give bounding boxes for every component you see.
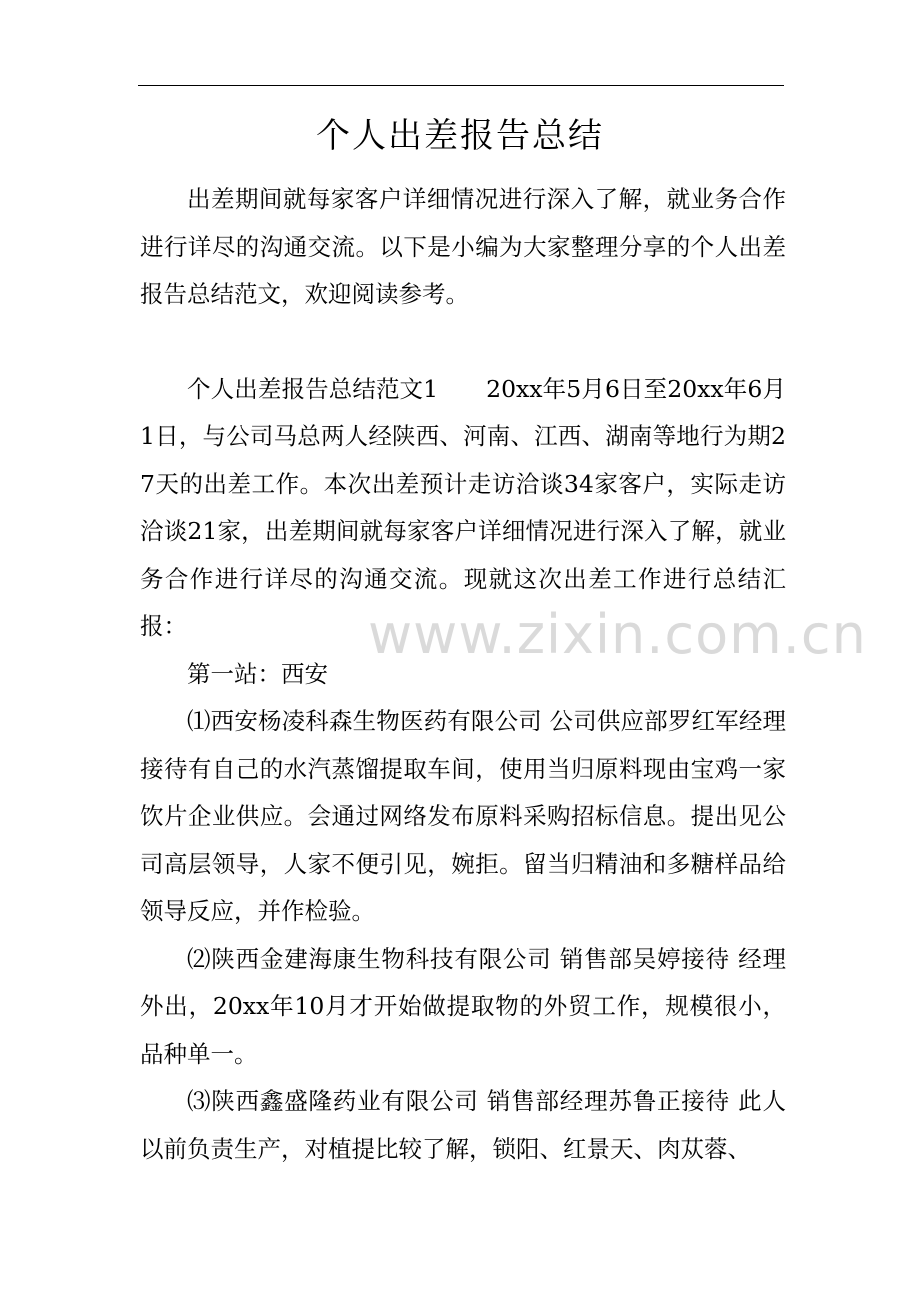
section-body: 20xx年5月6日至20xx年6月1日，与公司马总两人经陕西、河南、江西、湖南等地行为期27天的出差工作。本次出差预计走访洽谈34家客户，实际走访洽谈21家，出差期间就每家客户详细情况进行深入了解，就业务合作进行详尽的沟通交流。现就这次出差工作进行总结汇报： bbox=[140, 374, 786, 640]
list-item-2: ⑵陕西金建海康生物科技有限公司 销售部吴婷接待 经理外出，20xx年10月才开始做提取物的外贸工作，规模很小，品种单一。 bbox=[140, 944, 786, 1068]
section-paragraph bbox=[140, 366, 786, 651]
watermark: www.zixin.com.cn bbox=[368, 603, 867, 666]
list-item-3: ⑶陕西鑫盛隆药业有限公司 销售部经理苏鲁正接待 此人以前负责生产，对植提比较了解，锁阳、红景天、肉苁蓉、 bbox=[140, 1087, 786, 1163]
top-rule bbox=[138, 85, 784, 86]
document-body bbox=[140, 176, 786, 1173]
intro-paragraph: 出差期间就每家客户详细情况进行深入了解，就业务合作进行详尽的沟通交流。以下是小编为大家整理分享的个人出差报告总结范文，欢迎阅读参考。 bbox=[140, 185, 786, 308]
section-heading: 个人出差报告总结范文1 bbox=[187, 374, 439, 403]
document-title: 个人出差报告总结 bbox=[316, 116, 604, 156]
station-heading: 第一站：西安 bbox=[187, 659, 328, 688]
list-item-1: ⑴西安杨凌科森生物医药有限公司 公司供应部罗红军经理接待有自己的水汽蒸馏提取车间，使用当归原料现由宝鸡一家饮片企业供应。会通过网络发布原料采购招标信息。提出见公司高层领导，人家不便引见，婉拒。留当归精油和多糖样品给领导反应，并作检验。 bbox=[140, 707, 786, 925]
